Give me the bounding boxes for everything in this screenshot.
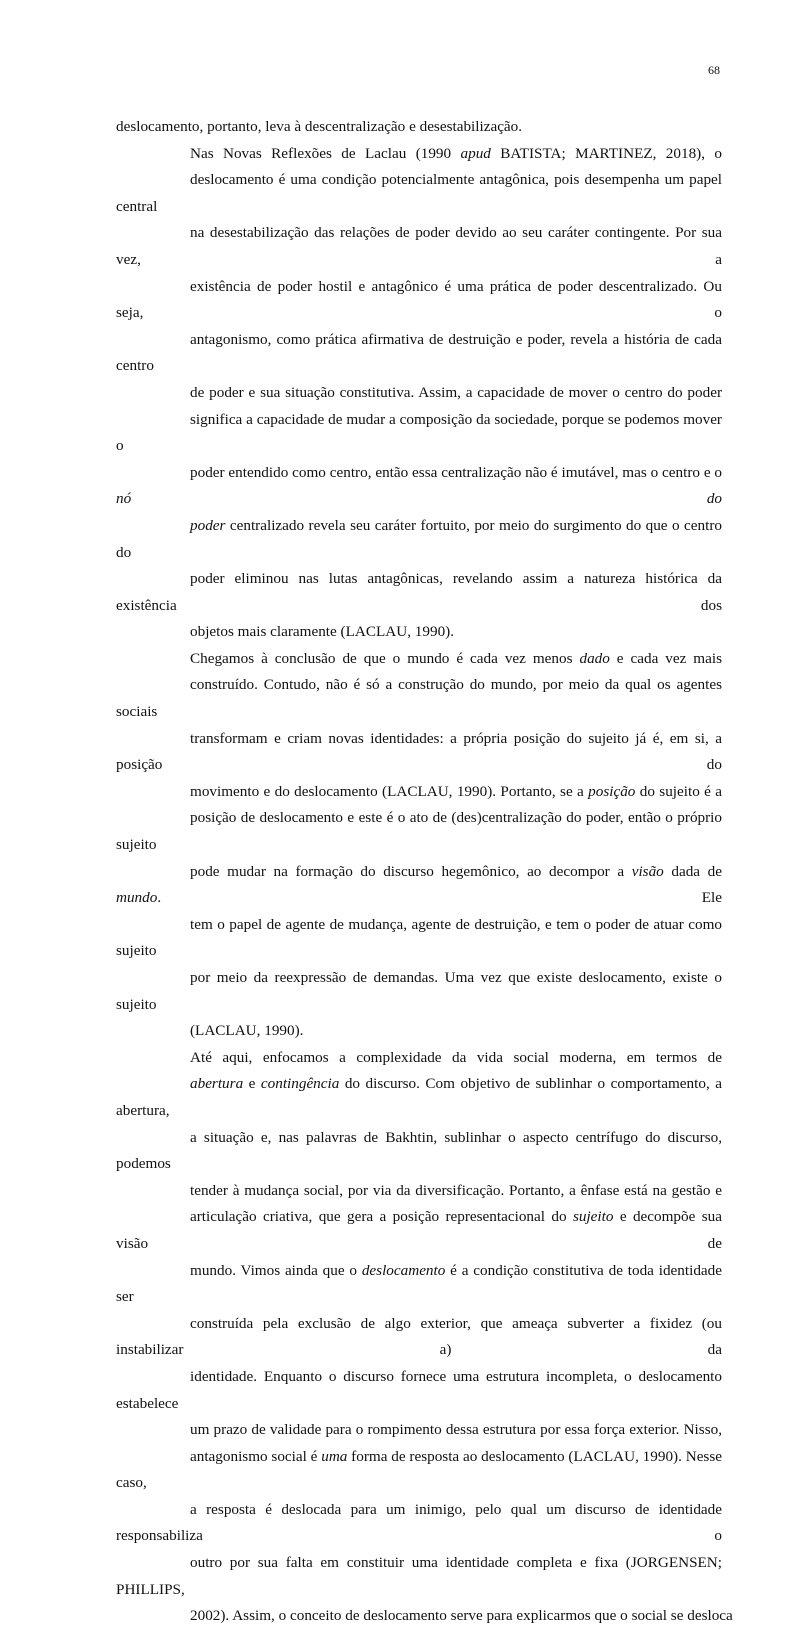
emphasis: apud: [460, 144, 491, 162]
text-line: movimento e do deslocamento (LACLAU, 1990). Portanto, se a posição do sujeito é a: [190, 782, 722, 800]
paragraph: [116, 1045, 733, 1630]
paragraph: [116, 141, 722, 646]
text-line: tender à mudança social, por via da diversificação. Portanto, a ênfase está na gestão e: [190, 1181, 722, 1199]
text-line: construído. Contudo, não é só a construção do mundo, por meio da qual os agentes sociais: [116, 676, 722, 721]
text-line: articulação criativa, que gera a posição representacional do sujeito e decompõe sua visão de: [116, 1208, 722, 1252]
emphasis: nó do: [116, 490, 722, 508]
emphasis: dado: [579, 649, 610, 667]
text-line: Até aqui, enfocamos a complexidade da vida social moderna, em termos de: [190, 1048, 722, 1066]
emphasis: uma: [321, 1447, 348, 1465]
emphasis: deslocamento: [361, 1261, 446, 1279]
text-line: (LACLAU, 1990).: [190, 1022, 304, 1040]
text-line: significa a capacidade de mudar a composição da sociedade, porque se podemos mover o: [116, 410, 722, 455]
text-line: poder entendido como centro, então essa centralização não é imutável, mas o centro e o nó do: [116, 463, 722, 508]
text-line: Nas Novas Reflexões de Laclau (1990 apud BATISTA; MARTINEZ, 2018), o: [190, 144, 723, 162]
text-line: tem o papel de agente de mudança, agente de destruição, e tem o poder de atuar como sujeito: [116, 915, 722, 960]
body-text: [116, 114, 733, 1630]
emphasis: sujeito: [572, 1208, 614, 1226]
emphasis: mundo: [116, 889, 158, 907]
text-line: antagonismo social é uma forma de resposta ao deslocamento (LACLAU, 1990). Nesse caso,: [116, 1447, 722, 1492]
text-line: deslocamento é uma condição potencialmente antagônica, pois desempenha um papel central: [116, 171, 722, 215]
text-line: transformam e criam novas identidades: a própria posição do sujeito já é, em si, a posição do: [116, 729, 722, 774]
emphasis: poder: [190, 516, 226, 534]
text-line: pode mudar na formação do discurso hegemônico, ao decompor a visão dada de mundo. Ele: [116, 862, 722, 907]
text-line: posição de deslocamento e este é o ato de (des)centralização do poder, então o próprio sujeito: [116, 809, 722, 854]
emphasis: contingência: [260, 1075, 340, 1093]
text-line: abertura e contingência do discurso. Com objetivo de sublinhar o comportamento, a abertura,: [116, 1075, 722, 1119]
text-line: 2002). Assim, o conceito de deslocamento serve para explicarmos que o social se desloca: [190, 1607, 733, 1625]
text-line: existência de poder hostil e antagônico é uma prática de poder descentralizado. Ou seja, o: [116, 277, 722, 322]
text-line: na desestabilização das relações de poder devido ao seu caráter contingente. Por sua vez, a: [116, 224, 722, 268]
text-line: a resposta é deslocada para um inimigo, pelo qual um discurso de identidade responsabiliza o: [116, 1500, 722, 1545]
emphasis: abertura: [190, 1075, 244, 1093]
text-line: objetos mais claramente (LACLAU, 1990).: [190, 623, 455, 641]
page-number: 68: [708, 63, 720, 77]
text-line: Chegamos à conclusão de que o mundo é cada vez menos dado e cada vez mais: [190, 649, 722, 667]
text-line: por meio da reexpressão de demandas. Uma vez que existe deslocamento, existe o sujeito: [116, 969, 722, 1013]
text-line: a situação e, nas palavras de Bakhtin, sublinhar o aspecto centrífugo do discurso, podemos: [116, 1128, 722, 1173]
paragraph: [116, 114, 722, 141]
text-line: poder centralizado revela seu caráter fortuito, por meio do surgimento do que o centro do: [116, 516, 722, 561]
text-line: mundo. Vimos ainda que o deslocamento é a condição constitutiva de toda identidade ser: [116, 1261, 722, 1306]
text-line: um prazo de validade para o rompimento dessa estrutura por essa força exterior. Nisso,: [190, 1421, 722, 1439]
text-line: construída pela exclusão de algo exterior, que ameaça subverter a fixidez (ou instabilizar a) da: [116, 1314, 722, 1359]
text-line: antagonismo, como prática afirmativa de destruição e poder, revela a história de cada centro: [116, 330, 722, 375]
text-line: identidade. Enquanto o discurso fornece uma estrutura incompleta, o deslocamento estabelece: [116, 1367, 722, 1412]
text-line: deslocamento, portanto, leva à descentralização e desestabilização.: [116, 118, 523, 135]
text-line: outro por sua falta em constituir uma identidade completa e fixa (JORGENSEN; PHILLIPS,: [116, 1554, 722, 1598]
text-line: poder eliminou nas lutas antagônicas, revelando assim a natureza histórica da existência dos: [116, 570, 722, 614]
paragraph: [116, 646, 722, 1045]
text-line: de poder e sua situação constitutiva. Assim, a capacidade de mover o centro do poder: [190, 383, 722, 401]
emphasis: posição: [588, 782, 636, 800]
emphasis: visão: [631, 862, 664, 880]
